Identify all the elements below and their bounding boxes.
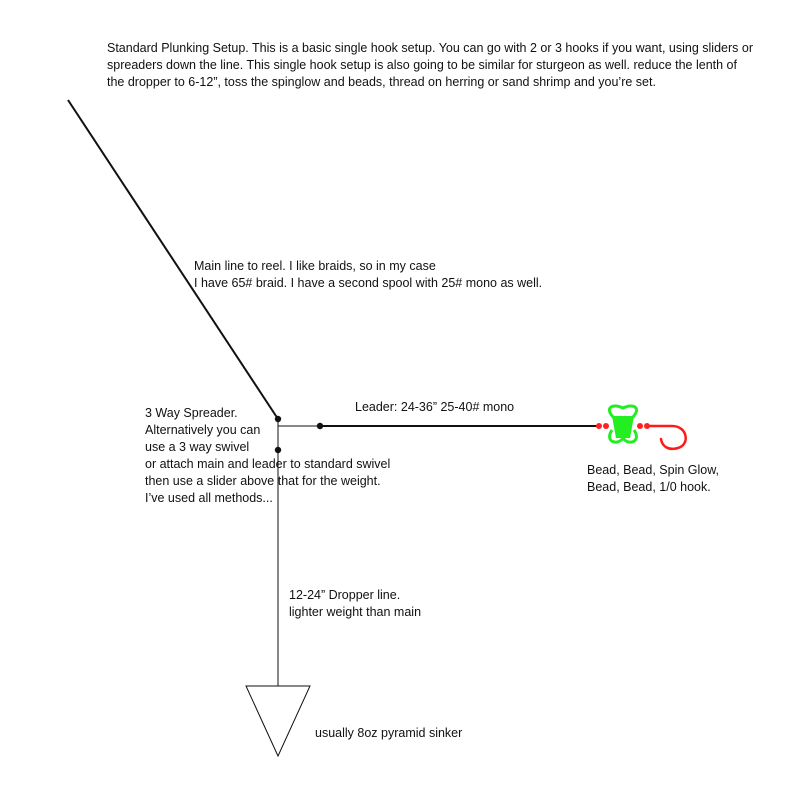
spreader-label-line: Alternatively you can [145,423,261,437]
terminal-tackle-label [587,462,719,496]
intro-line: the dropper to 6-12”, toss the spinglow and beads, thread on herring or sand shrimp and you’re set. [107,75,656,89]
terminal-label-line: Bead, Bead, Spin Glow, [587,463,720,477]
terminal-label-line: Bead, Bead, 1/0 hook. [587,480,711,494]
spreader-label-line: then use a slider above that for the weight. [145,474,381,488]
bead-2 [603,423,609,429]
spreader-label-line: use a 3 way swivel [145,440,250,454]
pyramid-sinker [246,686,310,756]
dropper-label-line: lighter weight than main [289,605,422,619]
bead-3 [637,423,643,429]
intro-paragraph [107,40,753,91]
spreader-label [145,405,390,507]
main-line-label-line: I have 65# braid. I have a second spool with 25# mono as well. [194,276,543,290]
bead-1 [596,423,602,429]
spreader-label-line: I’ve used all methods... [145,491,273,505]
main-line-label [194,258,542,292]
spreader-label-line: 3 Way Spreader. [145,406,238,420]
dropper-label [289,587,421,621]
hook [650,426,686,449]
dropper-label-line: 12-24” Dropper line. [289,588,401,602]
spreader-label-line: or attach main and leader to standard swivel [145,457,391,471]
leader-label: Leader: 24-36” 25-40# mono [355,400,515,414]
intro-line: Standard Plunking Setup. This is a basic single hook setup. You can go with 2 or 3 hooks if you want, using sliders or [107,41,753,55]
main-line-label-line: Main line to reel. I like braids, so in my case [194,259,436,273]
spin-glow [609,406,636,442]
sinker-label: usually 8oz pyramid sinker [315,726,463,740]
intro-line: spreaders down the line. This single hook setup is also going to be similar for sturgeon as well. reduce the lenth of [107,58,737,72]
